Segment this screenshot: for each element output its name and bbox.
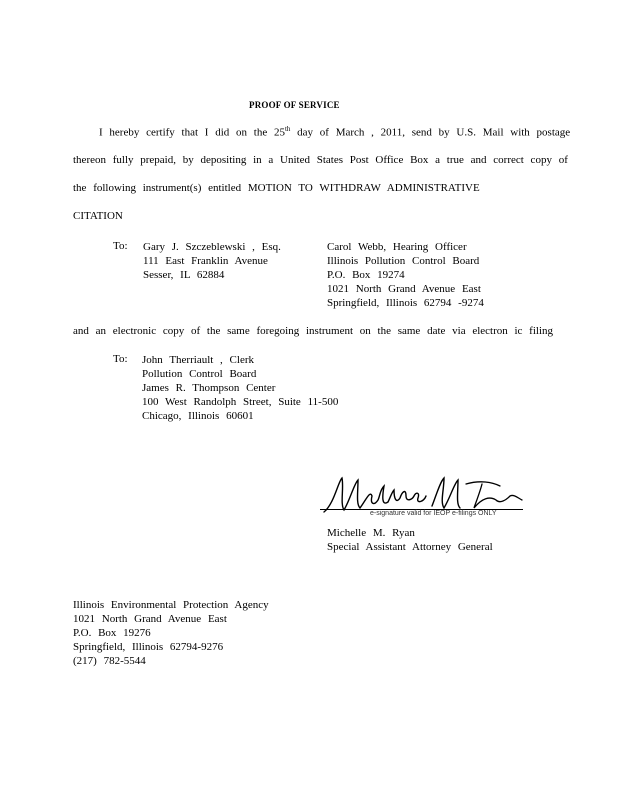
recipient-right-line: Illinois Pollution Control Board [327,255,480,267]
clerk-line: John Therriault , Clerk [142,354,254,366]
signer-name: Michelle M. Ryan [327,527,415,539]
recipient-left [143,240,281,282]
agency-block [73,598,269,668]
recipient-right-line: P.O. Box 19274 [327,269,405,281]
certify-line-3: the following instrument(s) entitled MOTION TO WITHDRAW ADMINISTRATIVE [73,182,480,194]
signer-role: Special Assistant Attorney General [327,541,493,553]
agency-line: 1021 North Grand Avenue East [73,613,227,625]
recipient-left-line: 111 East Franklin Avenue [143,255,268,267]
clerk-line: 100 West Randolph Street, Suite 11-500 [142,396,339,408]
certify-line-1 [99,125,570,139]
clerk-line: Chicago, Illinois 60601 [142,410,254,422]
recipient-left-line: Gary J. Szczeblewski , Esq. [143,241,281,253]
clerk-block [142,353,338,423]
agency-line: Springfield, Illinois 62794-9276 [73,641,224,653]
recipient-right-line: Carol Webb, Hearing Officer [327,241,467,253]
electronic-line: and an electronic copy of the same foregoing instrument on the same date via electron ic filing [73,325,554,337]
page-title: PROOF OF SERVICE [249,100,340,110]
recipient-right-line: Springfield, Illinois 62794 -9274 [327,297,484,309]
recipient-left-line: Sesser, IL 62884 [143,269,225,281]
esignature-note: e-signature valid for IEOP e-filings ONLY [370,510,497,517]
to-label: To: [113,240,128,252]
date-suffix: th [284,125,291,133]
agency-line: P.O. Box 19276 [73,627,151,639]
clerk-line: James R. Thompson Center [142,382,276,394]
certify-line-2: thereon fully prepaid, by depositing in a United States Post Office Box a true and correct copy of [73,154,568,166]
recipient-right-line: 1021 North Grand Avenue East [327,283,481,295]
agency-line: Illinois Environmental Protection Agency [73,599,269,611]
certify-line-1-pre: I hereby certify that I did on the 25 [99,126,285,139]
to-label-2: To: [113,353,128,365]
certify-line-1-post: day of March , 2011, send by U.S. Mail with postage [290,126,571,139]
certify-line-4: CITATION [73,210,123,222]
agency-line: (217) 782-5544 [73,655,146,667]
recipient-right [327,240,484,310]
clerk-line: Pollution Control Board [142,368,257,380]
